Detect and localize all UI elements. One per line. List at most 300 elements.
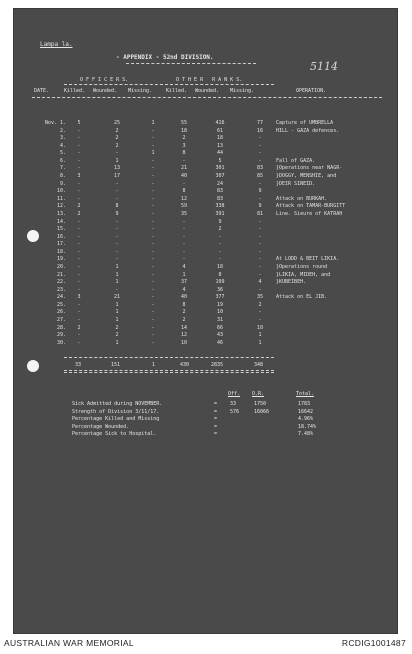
off-missing-cell: - [151,317,155,324]
or-killed-cell: - [182,241,186,248]
totals-double-rule [64,372,274,373]
total-off-missing: 1 [152,362,156,368]
date-cell: 12. [56,203,66,210]
off-killed-cell: 2 [77,203,81,210]
or-wounded-cell: 18 [216,135,224,142]
off-killed-cell: 2 [77,324,81,331]
off-missing-cell: - [151,135,155,142]
off-wounded-cell: - [115,233,119,240]
off-missing-cell: - [151,127,155,134]
off-killed-cell: - [77,263,81,270]
date-cell: 30. [56,339,66,346]
operation-note: }Operations near NAGR- [276,165,343,172]
or-killed-cell: 35 [180,210,188,217]
off-wounded-cell: - [115,180,119,187]
or-missing-cell: - [258,271,262,278]
off-wounded-cell: 1 [115,309,119,316]
date-cell: 2. [59,127,66,134]
footer-record-id: RCDIG1001487 [341,638,406,648]
or-killed-cell: 14 [180,324,188,331]
off-killed-cell: - [77,135,81,142]
operation-note: Attack on EL JIB. [276,294,328,301]
off-killed-cell: - [77,218,81,225]
or-missing-cell: - [258,309,262,316]
page-title: - APPENDIX - 52nd DIVISION. [116,54,214,61]
date-cell: 20. [56,263,66,270]
summary-label: Strength of Division 3/11/17. [72,408,160,415]
col-header-operation: OPERATION. [296,88,327,94]
off-missing-cell: - [151,210,155,217]
off-missing-cell: - [151,180,155,187]
off-killed-cell: - [77,195,81,202]
date-cell: 23. [56,286,66,293]
or-missing-cell: 83 [256,165,264,172]
off-killed-cell: - [77,309,81,316]
or-missing-cell: - [258,150,262,157]
off-killed-cell: - [77,142,81,149]
or-wounded-cell: - [218,248,222,255]
operation-blank [276,302,394,310]
or-wounded-cell: 301 [215,165,225,172]
date-cell: 29. [56,332,66,339]
off-wounded-cell: 25 [113,120,121,126]
off-killed-column [66,120,92,347]
date-cell: 15. [56,226,66,233]
summary-label: Percentage Sick to Hospital. [72,431,157,438]
off-wounded-cell: 13 [113,165,121,172]
operation-blank [276,188,394,196]
col-header-off-missing: Missing. [128,88,153,94]
or-wounded-cell: - [218,241,222,248]
or-missing-cell: 35 [256,294,264,301]
date-cell: 3. [59,135,66,142]
off-killed-cell: - [77,150,81,157]
off-wounded-cell: 1 [115,279,119,286]
summary-eq: = [214,416,218,423]
or-missing-cell: - [258,226,262,233]
date-cell: 10. [56,188,66,195]
operation-note: Capture of UMBRELLA [276,120,334,126]
off-killed-cell: - [77,241,81,248]
or-missing-cell: - [258,263,262,270]
or-killed-cell: - [182,218,186,225]
or-killed-cell: 21 [180,165,188,172]
off-wounded-cell: 1 [115,317,119,324]
or-missing-column [247,120,273,347]
other-ranks-rule [170,84,274,85]
or-wounded-cell: 83 [216,195,224,202]
off-wounded-cell: 2 [115,135,119,142]
operation-note: }DOGGY, MENSHIE, and [276,173,337,180]
date-cell: 22. [56,279,66,286]
or-missing-cell: 77 [256,120,264,126]
date-cell: 25. [56,301,66,308]
or-killed-cell: - [182,256,186,263]
or-killed-cell: 2 [182,317,186,324]
off-killed-cell: - [77,279,81,286]
or-wounded-cell: 46 [216,339,224,346]
operation-blank [276,241,394,249]
off-missing-cell: - [151,142,155,149]
off-killed-cell: - [77,339,81,346]
off-wounded-cell: 1 [115,263,119,270]
or-wounded-cell: 416 [215,120,225,126]
operation-blank [276,325,394,333]
other-ranks-group-header: O T H E R R A N K S. [176,77,243,83]
date-cell: 5. [59,150,66,157]
or-wounded-cell: 66 [216,324,224,331]
punch-hole-bottom [27,360,39,372]
summary-or: 1750 [254,401,267,407]
off-missing-cell: - [151,309,155,316]
or-killed-cell: - [182,248,186,255]
date-cell: 4. [59,142,66,149]
summary-total: 4.96% [298,416,314,423]
date-cell: 8. [59,173,66,180]
summary-eq: = [214,401,218,407]
or-wounded-cell: 61 [216,127,224,134]
summary-total: 1783 [298,401,311,407]
off-wounded-cell: - [115,150,119,157]
summary-total: 7.48% [298,431,314,438]
operation-blank [276,226,394,234]
or-missing-cell: - [258,233,262,240]
or-missing-cell: 81 [256,210,264,217]
or-wounded-cell: 44 [216,150,224,157]
total-off-killed: 33 [75,362,82,368]
date-cell: 27. [56,317,66,324]
total-or-missing: 348 [254,362,264,368]
off-missing-cell: - [151,173,155,180]
or-missing-cell: - [258,286,262,293]
or-wounded-cell: 8 [218,271,222,278]
or-missing-cell: - [258,195,262,202]
off-killed-cell: - [77,180,81,187]
or-killed-cell: 18 [180,127,188,134]
or-wounded-cell: 83 [216,188,224,195]
col-header-or-missing: Missing. [230,88,255,94]
date-column [44,120,66,347]
operation-note: Fall of GAZA. [276,157,316,164]
off-missing-cell: 1 [151,120,155,126]
or-killed-cell: 55 [180,120,188,126]
off-missing-cell: - [151,256,155,263]
or-wounded-cell: 43 [216,332,224,339]
date-cell: 16. [56,233,66,240]
off-wounded-cell: 1 [115,157,119,164]
summary-total-header: Total. [296,391,315,397]
or-killed-cell: - [182,233,186,240]
or-wounded-cell: 24 [216,180,224,187]
or-missing-cell: 1 [258,332,262,339]
total-or-killed: 430 [180,362,190,368]
off-wounded-cell: 1 [115,271,119,278]
or-missing-cell: - [258,256,262,263]
date-cell: 14. [56,218,66,225]
operation-blank [276,309,394,317]
off-killed-cell: - [77,286,81,293]
or-wounded-cell: 377 [215,294,225,301]
col-header-or-wounded: Wounded. [195,88,220,94]
or-wounded-column [207,120,233,347]
summary-total: 18.74% [298,423,317,430]
or-wounded-cell: 31 [216,317,224,324]
or-killed-cell: 37 [180,279,188,286]
or-missing-cell: - [258,241,262,248]
or-missing-cell: 85 [256,173,264,180]
or-wounded-cell: 2 [218,226,222,233]
or-missing-cell: 9 [258,188,262,195]
or-wounded-cell: - [218,256,222,263]
off-missing-cell: 1 [151,150,155,157]
or-killed-cell: - [182,226,186,233]
or-wounded-cell: 36 [216,286,224,293]
summary-total: 16642 [298,408,314,415]
title-underline [126,63,256,64]
off-missing-cell: - [151,248,155,255]
or-wounded-cell: 307 [215,173,225,180]
or-missing-cell: 4 [258,279,262,286]
off-missing-cell: - [151,279,155,286]
ref-label: Lampa la. [40,41,73,48]
or-missing-cell: - [258,142,262,149]
or-wounded-cell: 18 [216,263,224,270]
off-missing-cell: - [151,157,155,164]
or-missing-cell: - [258,157,262,164]
summary-or: 16066 [254,408,270,415]
date-cell: 11. [56,195,66,202]
or-missing-cell: - [258,218,262,225]
date-cell: 19. [56,256,66,263]
operation-blank [276,249,394,257]
off-killed-cell: - [77,317,81,324]
or-killed-cell: 10 [180,339,188,346]
or-killed-cell: 2 [182,135,186,142]
or-wounded-cell: 109 [215,279,225,286]
or-killed-cell: 40 [180,173,188,180]
or-killed-cell: 59 [180,203,188,210]
or-missing-cell: 16 [256,127,264,134]
operation-blank [276,332,394,340]
totals-top-rule [64,357,274,358]
off-killed-cell: - [77,157,81,164]
operation-note: }KUBEIBEH. [276,279,307,286]
summary-eq: = [214,423,218,430]
summary-off: 33 [230,401,237,407]
date-cell: 7. [59,165,66,172]
or-killed-cell: - [182,157,186,164]
off-wounded-cell: 2 [115,332,119,339]
operation-note: }LIKIA, MIDEH, and [276,271,331,278]
off-missing-cell: - [151,218,155,225]
operation-note: }Operations round [276,263,328,270]
summary-off-header: Off. [228,391,241,397]
off-killed-cell: - [77,332,81,339]
off-missing-cell: - [151,233,155,240]
date-cell: Nov. 1. [44,120,66,126]
summary-label: Sick Admitted during NOVEMBER. [72,401,163,407]
off-killed-cell: 2 [77,210,81,217]
operation-blank [276,340,394,348]
off-missing-cell: - [151,286,155,293]
or-wounded-cell: 338 [215,203,225,210]
operations-column [276,120,394,347]
or-killed-cell: 4 [182,263,186,270]
operation-blank [276,219,394,227]
off-killed-cell: - [77,188,81,195]
off-missing-cell: - [151,165,155,172]
operation-note: Attack on TAMAR-BURGITT [276,203,346,210]
total-or-wounded: 2835 [211,362,224,368]
or-killed-cell: 8 [182,150,186,157]
off-wounded-cell: 8 [115,203,119,210]
off-wounded-cell: - [115,248,119,255]
or-killed-cell: 4 [182,286,186,293]
summary-label: Percentage Killed and Missing [72,416,160,423]
off-wounded-cell: 1 [115,339,119,346]
or-killed-cell: - [182,180,186,187]
totals-bottom-rule [64,370,274,371]
off-wounded-cell: 9 [115,210,119,217]
operation-blank [276,234,394,242]
operation-blank [276,287,394,295]
or-killed-cell: 1 [182,271,186,278]
off-wounded-cell: - [115,218,119,225]
or-wounded-cell: - [218,233,222,240]
or-wounded-cell: 391 [215,210,225,217]
or-missing-cell: 9 [258,203,262,210]
date-cell: 13. [56,210,66,217]
or-wounded-cell: 9 [218,218,222,225]
operation-blank [276,317,394,325]
operation-blank [276,135,394,143]
operation-blank [276,143,394,151]
date-cell: 28. [56,324,66,331]
footer-source: AUSTRALIAN WAR MEMORIAL [4,638,134,648]
col-header-off-killed: Killed. [64,88,86,94]
off-wounded-cell: - [115,188,119,195]
or-killed-cell: 8 [182,188,186,195]
or-killed-cell: 40 [180,294,188,301]
off-missing-cell: - [151,339,155,346]
off-missing-cell: - [151,271,155,278]
summary-or-header: O.R. [252,391,265,397]
off-wounded-cell: - [115,241,119,248]
or-missing-cell: - [258,248,262,255]
off-missing-cell: - [151,241,155,248]
or-killed-cell: 12 [180,332,188,339]
or-missing-cell: 1 [258,339,262,346]
off-killed-cell: 3 [77,294,81,301]
folio-number: 5114 [310,60,338,73]
or-killed-cell: 2 [182,309,186,316]
off-wounded-cell: 2 [115,142,119,149]
off-wounded-cell: - [115,226,119,233]
operation-blank [276,150,394,158]
operation-note: At LODD & BEIT LIKIA. [276,256,340,263]
or-wounded-cell: 5 [218,157,222,164]
date-cell: 24. [56,294,66,301]
or-missing-cell: - [258,317,262,324]
off-wounded-cell: - [115,256,119,263]
punch-hole-top [27,230,39,242]
off-missing-cell: - [151,188,155,195]
officers-group-header: O F F I C E R S. [80,77,129,83]
or-killed-cell: 8 [182,301,186,308]
off-missing-cell: - [151,263,155,270]
date-cell: 6. [59,157,66,164]
off-missing-cell: - [151,226,155,233]
off-killed-cell: - [77,248,81,255]
off-wounded-column [104,120,130,347]
or-missing-cell: 10 [256,324,264,331]
off-killed-cell: 3 [77,173,81,180]
col-header-date: DATE. [34,88,50,94]
date-cell: 17. [56,241,66,248]
or-killed-column [171,120,197,347]
or-wounded-cell: 10 [216,309,224,316]
off-killed-cell: - [77,233,81,240]
total-off-wounded: 151 [111,362,121,368]
off-missing-cell: - [151,195,155,202]
summary-eq: = [214,431,218,438]
off-wounded-cell: 2 [115,127,119,134]
off-killed-cell: - [77,271,81,278]
operation-note: Attack on BURKAH. [276,195,328,202]
off-wounded-cell: 17 [113,173,121,180]
date-cell: 18. [56,248,66,255]
off-missing-cell: - [151,301,155,308]
col-header-or-killed: Killed. [166,88,188,94]
off-wounded-cell: 1 [115,301,119,308]
off-missing-cell: - [151,294,155,301]
off-killed-cell: - [77,226,81,233]
off-wounded-cell: - [115,286,119,293]
off-wounded-cell: - [115,195,119,202]
operation-note: HILL - GAZA defences. [276,127,340,134]
or-missing-cell: - [258,135,262,142]
off-killed-cell: - [77,165,81,172]
col-header-off-wounded: Wounded. [93,88,118,94]
date-cell: 21. [56,271,66,278]
operation-note: }DEIR SINEID. [276,180,316,187]
off-killed-cell: - [77,256,81,263]
off-killed-cell: - [77,301,81,308]
summary-off: 576 [230,408,240,415]
summary-eq: = [214,408,218,415]
off-missing-cell: - [151,332,155,339]
date-cell: 9. [59,180,66,187]
date-cell: 26. [56,309,66,316]
or-killed-cell: 12 [180,195,188,202]
off-wounded-cell: 21 [113,294,121,301]
or-missing-cell: - [258,180,262,187]
off-missing-cell: - [151,203,155,210]
header-rule [32,97,382,98]
or-missing-cell: 2 [258,301,262,308]
off-missing-cell: - [151,324,155,331]
off-missing-column [140,120,166,347]
or-wounded-cell: 19 [216,301,224,308]
or-killed-cell: 3 [182,142,186,149]
operation-note: Line. Sieure of KATRAH [276,210,343,217]
officers-rule [64,84,168,85]
off-wounded-cell: 2 [115,324,119,331]
or-wounded-cell: 13 [216,142,224,149]
summary-label: Percentage Wounded. [72,423,130,430]
off-killed-cell: - [77,127,81,134]
off-killed-cell: 5 [77,120,81,126]
